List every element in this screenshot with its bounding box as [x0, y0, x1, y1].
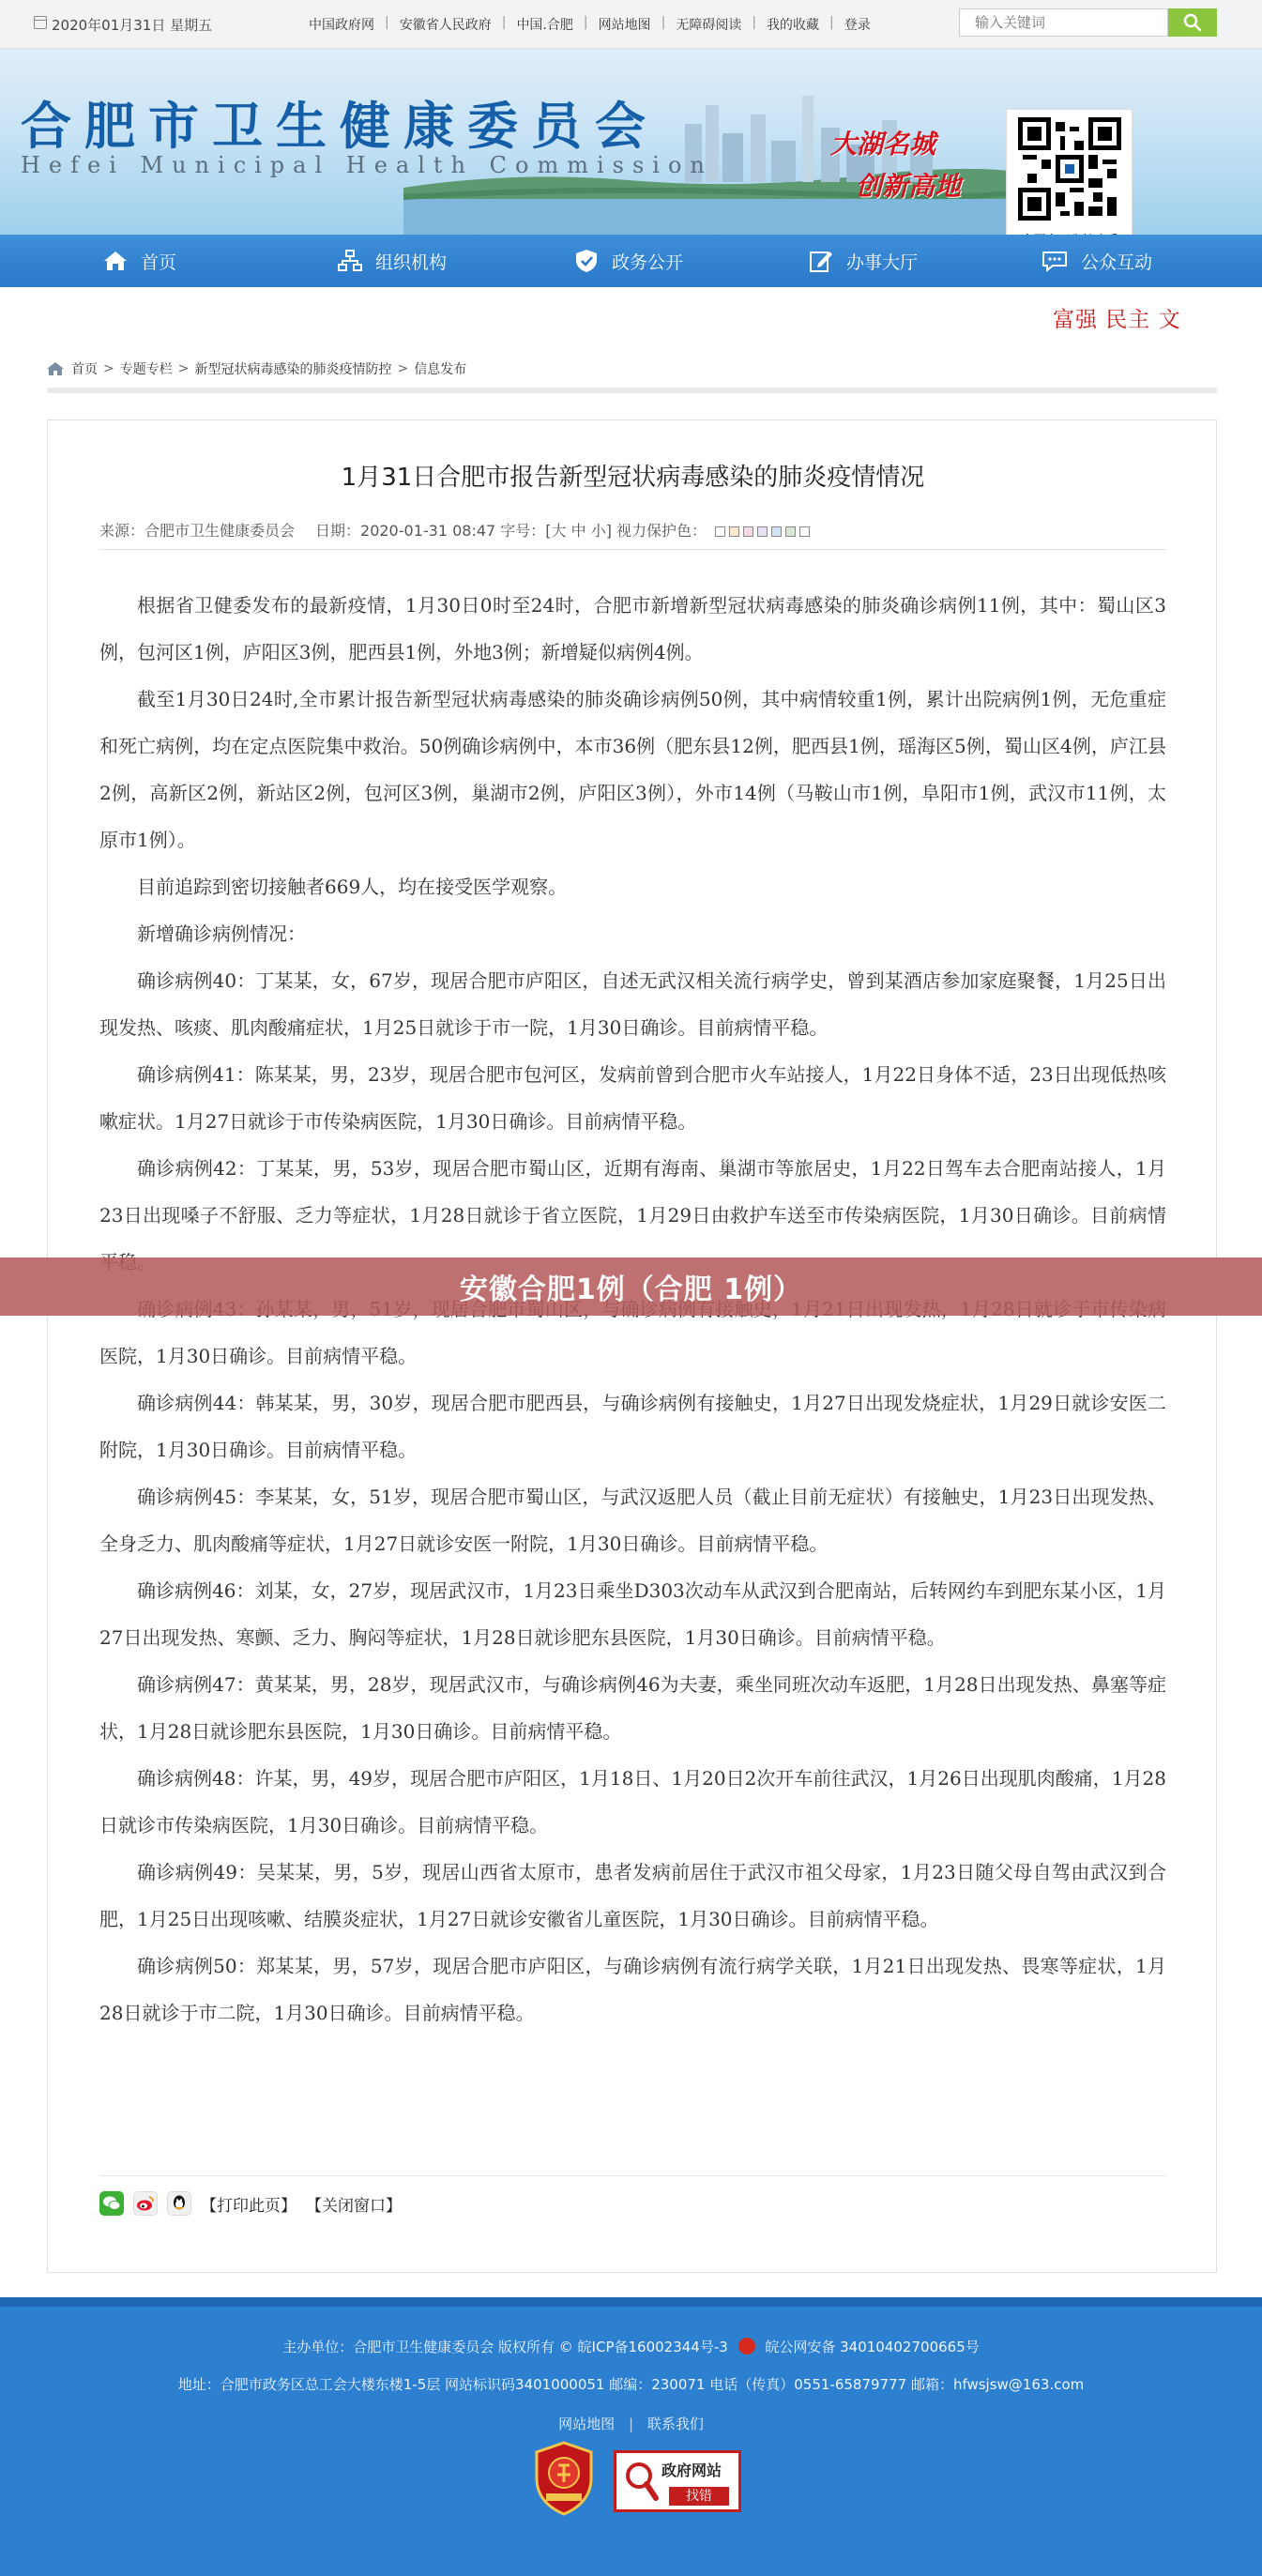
- link-china-hefei[interactable]: 中国.合肥: [516, 18, 573, 33]
- search-input[interactable]: [960, 9, 1167, 36]
- footer-link-sitemap[interactable]: 网站地图: [558, 2416, 616, 2432]
- banner-slogan-2: 创新高地: [856, 171, 962, 202]
- paragraph: 确诊病例47：黄某某，男，28岁，现居武汉市，与确诊病例46为夫妻，乘坐同班次动车返肥，1月28日出现发热、鼻塞等症状，1月28日就诊肥东县医院，1月30日确诊。目前病情平稳。: [99, 1673, 1166, 1743]
- swatch-3[interactable]: [743, 526, 753, 537]
- nav-label-interaction: 公众互动: [1081, 252, 1153, 273]
- breadcrumb-home-icon: [47, 362, 64, 375]
- party-gov-badge-icon[interactable]: [533, 2441, 595, 2516]
- breadcrumb-info-release[interactable]: 信息发布: [414, 362, 467, 377]
- header-banner: [0, 49, 1262, 235]
- link-accessibility[interactable]: 无障碍阅读: [676, 18, 742, 33]
- article-meta: [99, 519, 810, 541]
- search-button[interactable]: [1168, 8, 1217, 37]
- share-divider: [99, 2175, 1166, 2176]
- article-source: 来源：合肥市卫生健康委员会: [99, 522, 296, 540]
- gov-site-error-report-badge[interactable]: [614, 2450, 741, 2512]
- nav-label-service-hall: 办事大厅: [846, 252, 919, 273]
- paragraph: 医院，1月30日确诊。目前病情平稳。: [99, 1345, 418, 1367]
- paragraph: 根据省卫健委发布的最新疫情，1月30日0时至24时，合肥市新增新型冠状病毒感染的肺炎确诊病例11例，其中：蜀山区3例，包河区1例，庐阳区3例，肥西县1例，外地3例；新增疑似病例4例。: [99, 594, 1166, 663]
- paragraph: 确诊病例49：吴某某，男，5岁，现居山西省太原市，患者发病前居住于武汉市祖父母家，1月23日随父母自驾由武汉到合肥，1月25日出现咳嗽、结膜炎症状，1月27日就诊安徽省儿童医院，1月30日确诊。目前病情平稳。: [99, 1861, 1166, 1930]
- overlay-caption-bar: [0, 1258, 1262, 1316]
- overlay-caption-text: 安徽合肥1例（合肥 1例）: [459, 1273, 803, 1306]
- org-chart-icon: [338, 250, 362, 272]
- nav-item-home[interactable]: [103, 235, 176, 287]
- wechat-share-icon[interactable]: [99, 2191, 124, 2216]
- core-values-slogan: 富强 民主 文: [1053, 308, 1181, 332]
- top-links: 中国政府网 | 安徽省人民政府 | 中国.合肥 | 网站地图 | 无障碍阅读 | 我的收藏 | 登录: [298, 15, 881, 34]
- breadcrumb-special-topics[interactable]: 专题专栏: [119, 362, 173, 377]
- paragraph: 目前追踪到密切接触者669人，均在接受医学观察。: [137, 876, 568, 898]
- link-login[interactable]: 登录: [844, 18, 871, 33]
- footer-sponsor-icp: 主办单位：合肥市卫生健康委员会 版权所有 © 皖ICP备16002344号-3: [282, 2339, 728, 2355]
- link-anhui-gov[interactable]: 安徽省人民政府: [399, 18, 492, 33]
- magnifier-icon: [624, 2461, 660, 2502]
- paragraph: 新增确诊病例情况：: [137, 922, 306, 945]
- qr-code-icon: [1018, 117, 1121, 221]
- swatch-4[interactable]: [757, 526, 768, 537]
- breadcrumb: 首页 > 专题专栏 > 新型冠状病毒感染的肺炎疫情防控 > 信息发布: [47, 359, 466, 378]
- current-date: 2020年01月31日 星期五: [52, 17, 213, 34]
- link-favorites[interactable]: 我的收藏: [767, 18, 820, 33]
- paragraph: 确诊病例42：丁某某，男，53岁，现居合肥市蜀山区，近期有海南、巢湖市等旅居史，1月22日驾车去合肥南站接人，1月23日出现嗓子不舒服、乏力等症状，1月28日就诊于省立医院，1月29日由救护车送至市传染病医院，1月30日确诊。目前病情: [99, 1157, 1166, 1227]
- calendar-icon: [34, 16, 47, 29]
- nav-item-gov-affairs[interactable]: [574, 235, 683, 287]
- site-title: 合肥市卫生健康委员会: [21, 96, 659, 156]
- share-bar: [99, 2191, 402, 2216]
- footer: [0, 2297, 1262, 2576]
- nav-item-organization[interactable]: [338, 235, 447, 287]
- breadcrumb-divider: [47, 388, 1217, 393]
- footer-top-strip: [0, 2297, 1262, 2307]
- nav-item-service-hall[interactable]: [809, 235, 918, 287]
- badge-gov-site-label: 政府网站: [661, 2462, 722, 2479]
- paragraph: 截至1月30日24时,全市累计报告新型冠状病毒感染的肺炎确诊病例50例，其中病情较重1例，累计出院病例1例，无危重症和死亡病例，均在定点医院集中救治。50例确诊病例中，本市36例（肥东县12例，肥西县1例，瑶海区5例，蜀山区4例，庐江县2例，高新区2例，新站区2例，包河区3例，巢湖市2例，庐阳区3例），外市14例（马鞍山市1例，阜阳市1例，武汉市11例，太原市1例）。: [99, 688, 1166, 851]
- article-title: 1月31日合肥市报告新型冠状病毒感染的肺炎疫情情况: [341, 464, 925, 492]
- swatch-5[interactable]: [771, 526, 782, 537]
- top-bar: [0, 0, 1262, 49]
- protect-color-swatches: [715, 526, 810, 537]
- swatch-7[interactable]: [799, 526, 810, 537]
- breadcrumb-epidemic-control[interactable]: 新型冠状病毒感染的肺炎疫情防控: [194, 362, 392, 377]
- paragraph: 确诊病例40：丁某某，女，67岁，现居合肥市庐阳区，自述无武汉相关流行病学史，曾到某酒店参加家庭聚餐，1月25日出现发热、咳痰、肌肉酸痛症状，1月25日就诊于市一院，1月30日确诊。目前病情平稳。: [99, 969, 1166, 1039]
- footer-copyright-line: [0, 2337, 1262, 2356]
- banner-slogan-1: 大湖名城: [830, 129, 936, 160]
- article-date-and-font-size: 日期：2020-01-31 08:47 字号：[大 中 小] 视力保护色：: [315, 522, 707, 540]
- home-icon: [103, 251, 128, 271]
- close-window-link[interactable]: 【关闭窗口】: [306, 2196, 402, 2216]
- shield-icon: [574, 249, 599, 273]
- paragraph: 确诊病例45：李某某，女，51岁，现居合肥市蜀山区，与武汉返肥人员（截止目前无症状）有接触史，1月23日出现发热、全身乏力、肌肉酸痛等症状，1月27日就诊安医一附院，1月30日确诊。目前病情平稳。: [99, 1486, 1166, 1555]
- swatch-6[interactable]: [785, 526, 796, 537]
- footer-link-contact[interactable]: 联系我们: [646, 2416, 704, 2432]
- breadcrumb-home[interactable]: 首页: [71, 362, 98, 377]
- print-page-link[interactable]: 【打印此页】: [201, 2196, 296, 2216]
- paragraph: 确诊病例41：陈某某，男，23岁，现居合肥市包河区，发病前曾到合肥市火车站接人，1月22日身体不适，23日出现低热咳嗽症状。1月27日就诊于市传染病医院，1月30日确诊。目前病情平稳。: [99, 1063, 1166, 1133]
- chat-icon: [1042, 250, 1068, 272]
- nav-label-gov-affairs: 政务公开: [612, 252, 684, 273]
- main-nav: [0, 235, 1262, 287]
- footer-links: 网站地图 | 联系我们: [558, 2416, 704, 2432]
- search-icon: [1183, 13, 1202, 32]
- site-title-english: Hefei Municipal Health Commission: [21, 152, 713, 178]
- link-sitemap[interactable]: 网站地图: [598, 18, 651, 33]
- footer-address-line: 地址：合肥市政务区总工会大楼东楼1-5层 网站标识码3401000051 邮编：230071 电话（传真）0551-65879777 邮箱：hfwsjsw@163.com: [177, 2376, 1085, 2393]
- nav-item-interaction[interactable]: [1042, 235, 1152, 287]
- edit-icon: [809, 249, 833, 273]
- article-panel: [47, 419, 1217, 2273]
- paragraph: 确诊病例48：许某，男，49岁，现居合肥市庐阳区，1月18日、1月20日2次开车前往武汉，1月26日出现肌肉酸痛，1月28日就诊市传染病医院，1月30日确诊。目前病情平稳。: [99, 1767, 1166, 1837]
- swatch-1[interactable]: [715, 526, 725, 537]
- swatch-2[interactable]: [729, 526, 739, 537]
- paragraph: 确诊病例44：韩某某，男，30岁，现居合肥市肥西县，与确诊病例有接触史，1月27日出现发烧症状，1月29日就诊安医二附院，1月30日确诊。目前病情平稳。: [99, 1392, 1166, 1461]
- badge-find-error-label: 找错: [669, 2487, 729, 2506]
- footer-public-security: 皖公网安备 34010402700665号: [765, 2339, 980, 2355]
- paragraph: 确诊病例46：刘某，女，27岁，现居武汉市，1月23日乘坐D303次动车从武汉到合肥南站，后转网约车到肥东某小区，1月27日出现发热、寒颤、乏力、胸闷等症状，1月28日就诊肥东县医院，1月30日确诊。目前病情平稳。: [99, 1579, 1166, 1649]
- nav-label-organization: 组织机构: [375, 252, 448, 273]
- nav-label-home: 首页: [141, 252, 177, 273]
- police-badge-icon: [738, 2338, 755, 2355]
- paragraph: 确诊病例50：郑某某，男，57岁，现居合肥市庐阳区，与确诊病例有流行病学关联，1月21日出现发热、畏寒等症状，1月28日就诊于市二院，1月30日确诊。目前病情平稳。: [99, 1955, 1166, 2024]
- search-box: [959, 8, 1168, 37]
- link-gov-cn[interactable]: 中国政府网: [309, 18, 374, 33]
- meta-divider: [99, 549, 1166, 550]
- qq-share-icon[interactable]: [167, 2191, 191, 2216]
- weibo-share-icon[interactable]: [133, 2191, 158, 2216]
